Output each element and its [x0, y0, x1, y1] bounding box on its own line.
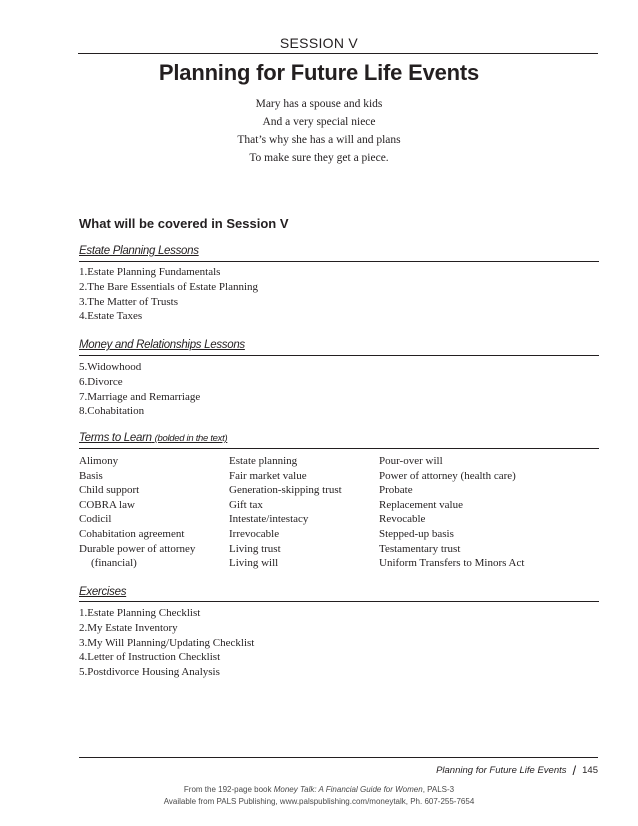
footer-rule	[79, 757, 598, 758]
covered-heading: What will be covered in Session V	[79, 216, 289, 231]
term: Fair market value	[229, 469, 307, 482]
header-rule	[78, 53, 598, 54]
source-prefix: From the 192-page book	[183, 785, 274, 794]
term: Durable power of attorney	[79, 542, 196, 555]
poem-line: To make sure they get a piece.	[249, 152, 389, 164]
epigraph-poem	[0, 95, 638, 167]
list-item: 8.Cohabitation	[79, 405, 145, 418]
terms-column-3	[379, 454, 599, 571]
term: Estate planning	[229, 455, 298, 467]
term: Alimony	[79, 455, 119, 467]
list-item: 3.My Will Planning/Updating Checklist	[79, 636, 255, 649]
term: Revocable	[379, 513, 426, 526]
terms-column-1	[79, 454, 229, 571]
term: Pour-over will	[379, 455, 443, 467]
money-lessons-list	[79, 360, 599, 419]
term: Gift tax	[229, 498, 263, 511]
list-item: 5.Widowhood	[79, 361, 142, 373]
availability-line: Available from PALS Publishing, www.palspublishing.com/moneytalk, Ph. 607-255-7654	[163, 797, 475, 806]
term: Codicil	[79, 513, 112, 526]
terms-table	[79, 454, 599, 571]
exercises-heading: Exercises	[79, 586, 127, 598]
term: Replacement value	[379, 498, 463, 511]
running-title: Planning for Future Life Events	[436, 765, 567, 776]
term: Living trust	[229, 542, 281, 555]
list-item: 3.The Matter of Trusts	[79, 295, 178, 308]
term: Stepped-up basis	[379, 527, 454, 540]
term: Generation-skipping trust	[229, 484, 342, 497]
term: Uniform Transfers to Minors Act	[379, 557, 525, 570]
term: Basis	[79, 469, 103, 482]
term: Probate	[379, 484, 413, 497]
page-title: Planning for Future Life Events	[158, 60, 480, 85]
list-item: 1.Estate Planning Checklist	[79, 607, 201, 619]
list-item: 4.Letter of Instruction Checklist	[79, 651, 221, 664]
source-note	[0, 784, 638, 808]
list-item: 2.My Estate Inventory	[79, 621, 178, 634]
term: Irrevocable	[229, 527, 280, 540]
list-item: 6.Divorce	[79, 375, 123, 388]
terms-heading	[79, 432, 599, 444]
estate-lessons-heading: Estate Planning Lessons	[79, 245, 199, 257]
term: Testamentary trust	[379, 542, 461, 555]
terms-heading-label: Terms to Learn	[79, 432, 152, 444]
footer-separator: /	[572, 763, 577, 778]
term: Cohabitation agreement	[79, 527, 185, 540]
page-number: 145	[582, 765, 598, 776]
term: Child support	[79, 484, 140, 497]
term: Intestate/intestacy	[229, 513, 309, 526]
list-item: 1.Estate Planning Fundamentals	[79, 266, 221, 278]
section-rule	[79, 601, 599, 602]
section-rule	[79, 448, 599, 449]
list-item: 7.Marriage and Remarriage	[79, 390, 201, 403]
poem-line: That’s why she has a will and plans	[237, 134, 401, 146]
source-line	[0, 784, 638, 796]
section-rule	[79, 355, 599, 356]
money-lessons-heading: Money and Relationships Lessons	[79, 339, 245, 351]
estate-lessons-list	[79, 265, 599, 324]
source-suffix: , PALS-3	[422, 785, 455, 794]
list-item: 5.Postdivorce Housing Analysis	[79, 666, 220, 679]
running-footer	[436, 763, 598, 778]
term: Living will	[229, 557, 279, 570]
term: COBRA law	[79, 498, 135, 511]
section-rule	[79, 261, 599, 262]
source-book-title: Money Talk: A Financial Guide for Women	[273, 785, 423, 794]
session-label: SESSION V	[279, 35, 359, 51]
list-item: 4.Estate Taxes	[79, 310, 143, 323]
term: Power of attorney (health care)	[379, 469, 516, 482]
exercises-list	[79, 606, 599, 680]
poem-line: Mary has a spouse and kids	[255, 98, 383, 110]
list-item: 2.The Bare Essentials of Estate Planning	[79, 280, 259, 293]
term-continuation: (financial)	[91, 557, 137, 570]
terms-heading-note: (bolded in the text)	[154, 433, 228, 444]
poem-line: And a very special niece	[262, 116, 376, 128]
terms-column-2	[229, 454, 379, 571]
